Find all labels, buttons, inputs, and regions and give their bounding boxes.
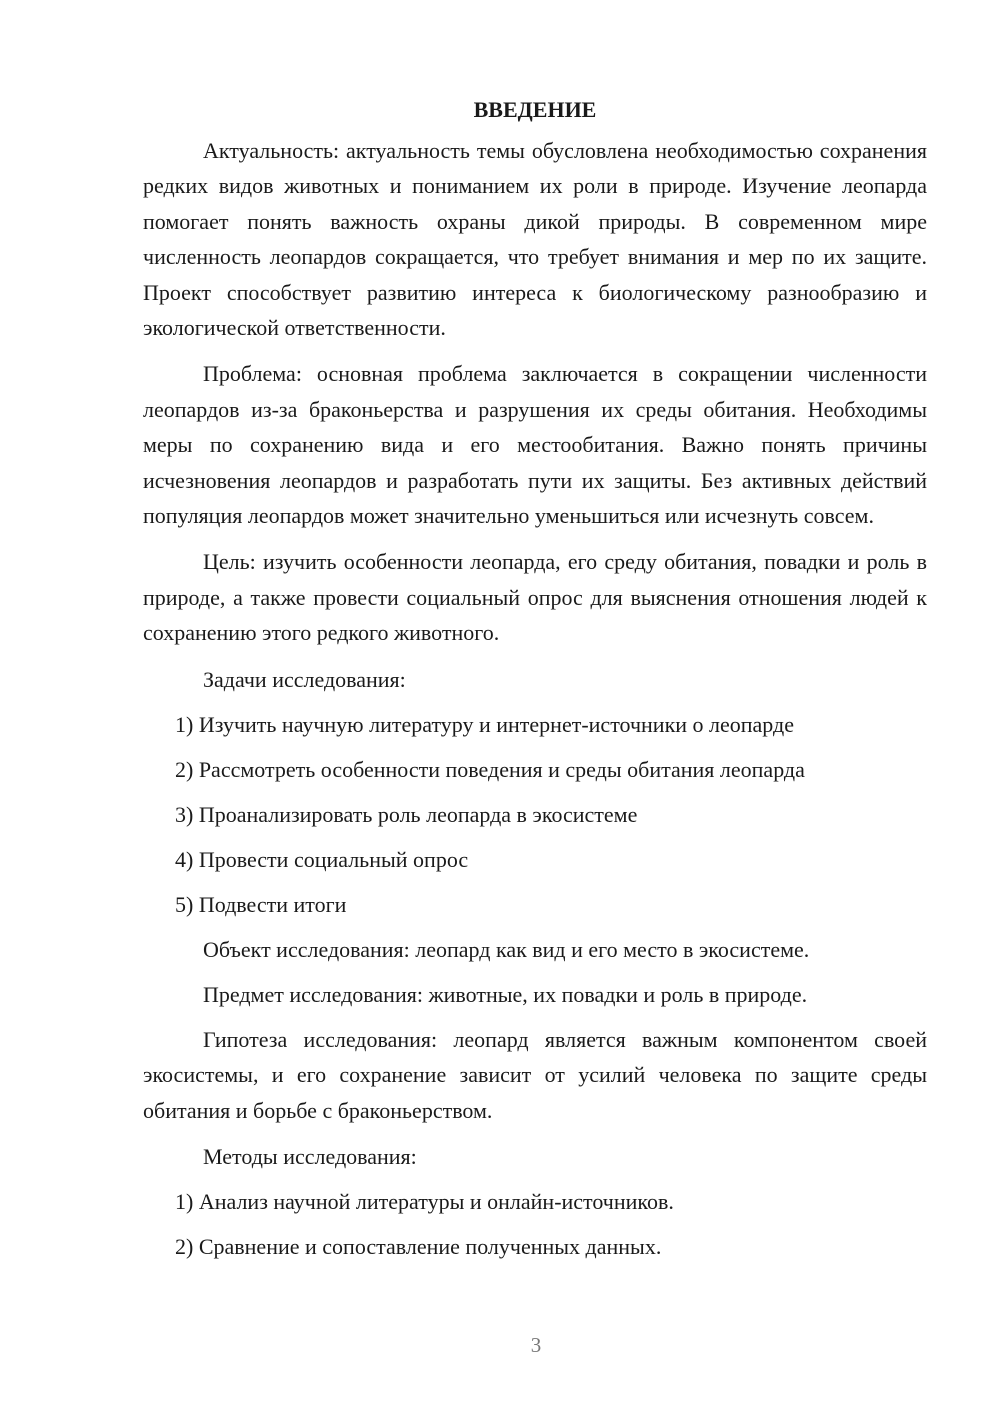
- subject-line: Предмет исследования: животные, их повадки и роль в природе.: [203, 981, 808, 1007]
- list-item: 5) Подвести итоги: [175, 891, 347, 917]
- hypothesis-paragraph: Гипотеза исследования: леопард является важным компонентом своей экосистемы, и его сохранение зависит от усилий человека по защите среды обитания и борьбе с браконьерством.: [143, 1026, 927, 1123]
- list-item: 4) Провести социальный опрос: [175, 846, 469, 872]
- methods-heading: Методы исследования:: [203, 1143, 417, 1169]
- relevance-paragraph: Актуальность: актуальность темы обусловлена необходимостью сохранения редких видов животных и пониманием их роли в природе. Изучение леопарда помогает понять важность охраны дикой природы. В современном мире численность леопардов сокращается, что требует внимания и мер по их защите. Проект способствует развитию интереса к биологическому разнообразию и экологической ответственности.: [143, 138, 927, 341]
- page-number: 3: [530, 1333, 542, 1357]
- list-item: 3) Проанализировать роль леопарда в экосистеме: [175, 801, 638, 827]
- tasks-heading: Задачи исследования:: [203, 666, 406, 692]
- list-item: 1) Анализ научной литературы и онлайн-источников.: [175, 1188, 674, 1214]
- methods-list: [143, 1184, 927, 1264]
- problem-paragraph: Проблема: основная проблема заключается в сокращении численности леопардов из-за браконьерства и разрушения их среды обитания. Необходимы меры по сохранению вида и его местообитания. Важно понять причины исчезновения леопардов и разработать пути их защиты. Без активных действий популяция леопардов может значительно уменьшиться или исчезнуть совсем.: [143, 361, 927, 529]
- tasks-list: [143, 707, 927, 922]
- list-item: 2) Сравнение и сопоставление полученных данных.: [175, 1233, 662, 1259]
- object-line: Объект исследования: леопард как вид и его место в экосистеме.: [203, 936, 810, 962]
- goal-paragraph: Цель: изучить особенности леопарда, его среду обитания, повадки и роль в природе, а также провести социальный опрос для выяснения отношения людей к сохранению этого редкого животного.: [143, 549, 927, 646]
- list-item: 1) Изучить научную литературу и интернет-источники о леопарде: [175, 711, 794, 737]
- page-content: [143, 92, 927, 1274]
- list-item: 2) Рассмотреть особенности поведения и среды обитания леопарда: [175, 756, 805, 782]
- section-heading: ВВЕДЕНИЕ: [473, 97, 597, 122]
